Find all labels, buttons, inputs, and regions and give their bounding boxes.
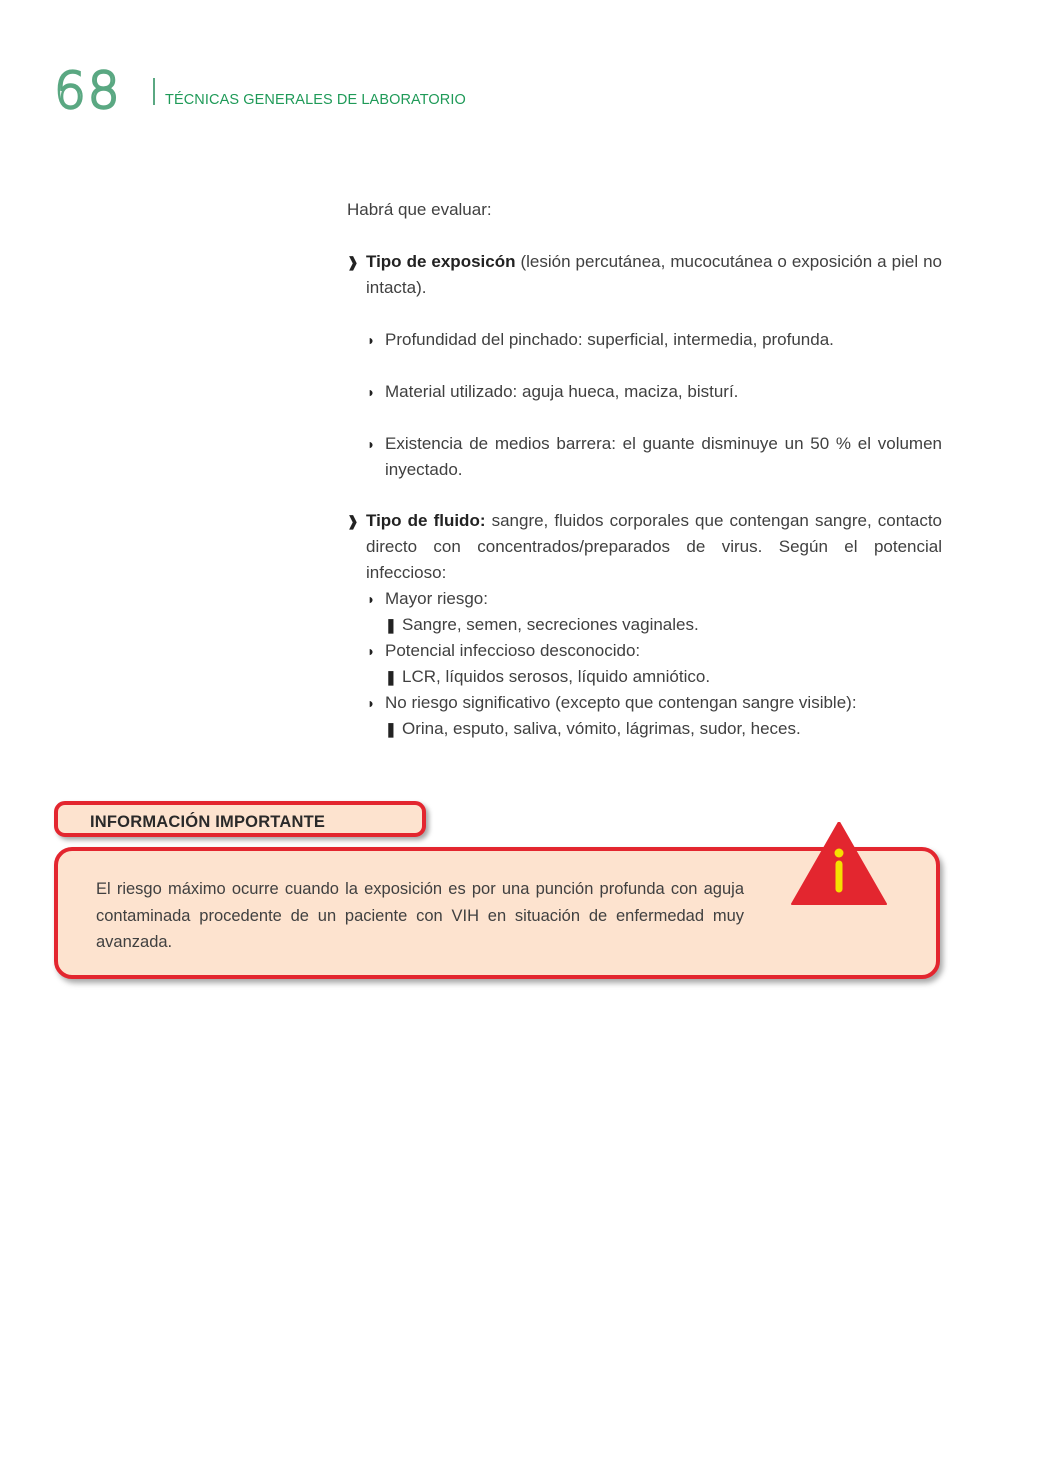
- list-item-text: Potencial infeccioso desconocido:: [385, 641, 641, 660]
- list-item: [347, 327, 942, 353]
- running-title: TÉCNICAS GENERALES DE LABORATORIO: [165, 92, 466, 108]
- exposure-type-title: Tipo de exposicón: [366, 252, 516, 271]
- list-item: [347, 690, 942, 716]
- half-circle-bullet-icon: ◗: [367, 643, 376, 659]
- header-divider: [153, 78, 155, 105]
- list-item-text: Existencia de medios barrera: el guante disminuye un 50 % el volumen inyectado.: [385, 434, 942, 479]
- exposure-type-item: [347, 249, 942, 301]
- list-item: [347, 379, 942, 405]
- list-item-text: Profundidad del pinchado: superficial, intermedia, profunda.: [385, 330, 834, 349]
- list-item-text: Orina, esputo, saliva, vómito, lágrimas, sudor, heces.: [402, 719, 801, 738]
- list-item: [347, 638, 942, 664]
- list-item: [347, 612, 942, 638]
- important-info-heading: INFORMACIÓN IMPORTANTE: [90, 813, 326, 831]
- list-item-text: Sangre, semen, secreciones vaginales.: [402, 615, 699, 634]
- half-circle-bullet-icon: ◗: [367, 436, 376, 452]
- important-info-text: El riesgo máximo ocurre cuando la exposición es por una punción profunda con aguja contaminada procedente de un paciente con VIH en situación de enfermedad muy avanzada.: [96, 880, 744, 951]
- main-content: [347, 197, 942, 742]
- bar-bullet-icon: ❚: [385, 669, 397, 685]
- chevron-bullet-icon: ❱: [347, 254, 359, 270]
- list-item-text: LCR, líquidos serosos, líquido amniótico.: [402, 667, 711, 686]
- list-item: [347, 716, 942, 742]
- fluid-type-item: [347, 508, 942, 586]
- half-circle-bullet-icon: ◗: [367, 695, 376, 711]
- bar-bullet-icon: ❚: [385, 721, 397, 737]
- chevron-bullet-icon: ❱: [347, 513, 359, 529]
- bar-bullet-icon: ❚: [385, 617, 397, 633]
- warning-info-icon: [791, 822, 887, 906]
- half-circle-bullet-icon: ◗: [367, 384, 376, 400]
- half-circle-bullet-icon: ◗: [367, 332, 376, 348]
- important-info-heading-tab: [54, 801, 426, 837]
- fluid-type-title: Tipo de fluido:: [366, 511, 486, 530]
- list-item-text: Mayor riesgo:: [385, 589, 488, 608]
- intro-text: Habrá que evaluar:: [347, 200, 492, 219]
- list-item: [347, 431, 942, 483]
- page-number: 68: [54, 62, 122, 120]
- list-item-text: No riesgo significativo (excepto que contengan sangre visible):: [385, 693, 857, 712]
- list-item: [347, 586, 942, 612]
- list-item: [347, 664, 942, 690]
- list-item-text: Material utilizado: aguja hueca, maciza, bisturí.: [385, 382, 739, 401]
- exposure-type-text: (lesión percutánea, mucocutánea o exposición a piel no intacta).: [366, 252, 942, 297]
- fluid-type-text: sangre, fluidos corporales que contengan sangre, contacto directo con concentrados/preparados de virus. Según el potencial infeccioso:: [366, 511, 943, 582]
- half-circle-bullet-icon: ◗: [367, 591, 376, 607]
